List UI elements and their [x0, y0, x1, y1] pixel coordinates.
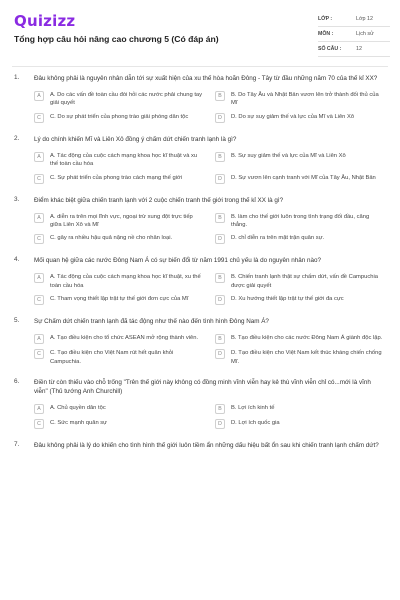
answer-option[interactable]: [34, 334, 205, 344]
question-item: [0, 441, 400, 450]
answer-option[interactable]: [34, 91, 205, 108]
answer-option[interactable]: [215, 91, 386, 108]
option-text: C. Do sự phát triển của phong trào giải phóng dân tộc: [50, 113, 189, 120]
meta-count: [318, 42, 390, 57]
option-text: D. Lợi ích quốc gia: [231, 420, 280, 427]
answer-options: [34, 91, 386, 123]
question-text: Mối quan hệ giữa các nước Đông Nam Á có sự biến đổi từ năm 1991 chủ yếu là do nguyên nhân nào?: [34, 257, 322, 265]
answer-option[interactable]: [34, 234, 205, 244]
option-text: B. Lợi ích kinh tế: [231, 405, 275, 412]
question-item: [0, 378, 400, 429]
answer-option[interactable]: [215, 295, 386, 305]
option-letter-box[interactable]: C: [34, 174, 44, 184]
page-title: Tổng hợp câu hỏi nâng cao chương 5 (Có đáp án): [14, 34, 219, 44]
meta-count-label: SỐ CÂU :: [318, 46, 342, 52]
option-letter-box[interactable]: A: [34, 334, 44, 344]
option-letter-box[interactable]: A: [34, 152, 44, 162]
option-letter-box[interactable]: D: [215, 113, 225, 123]
answer-option[interactable]: [34, 152, 205, 169]
option-letter-box[interactable]: A: [34, 404, 44, 414]
option-letter-box[interactable]: D: [215, 419, 225, 429]
document-header: [0, 0, 400, 66]
option-letter-box[interactable]: C: [34, 419, 44, 429]
option-text: B. làm cho thế giới luôn trong tình trạng đối đầu, căng thẳng.: [231, 213, 370, 229]
question-text: Sự Chấm dứt chiến tranh lạnh đã tác động như thế nào đến tình hình Đông Nam Á?: [34, 318, 269, 326]
answer-option[interactable]: [215, 404, 386, 414]
option-letter-box[interactable]: B: [215, 213, 225, 223]
question-item: [0, 74, 400, 123]
answer-options: [34, 273, 386, 305]
option-text: D. Xu hướng thiết lập trật tự thế giới đa cực: [231, 296, 344, 303]
question-number: 2.: [14, 134, 20, 142]
question-text: Lý do chính khiến Mĩ và Liên Xô đồng ý chấm dứt chiến tranh lạnh là gì?: [34, 135, 237, 143]
option-letter-box[interactable]: B: [215, 273, 225, 283]
option-letter-box[interactable]: B: [215, 404, 225, 414]
question-item: [0, 256, 400, 305]
option-letter-box[interactable]: C: [34, 295, 44, 305]
answer-option[interactable]: [34, 113, 205, 123]
option-letter-box[interactable]: A: [34, 213, 44, 223]
answer-option[interactable]: [34, 295, 205, 305]
option-text: D. Do sự suy giảm thế và lực của Mĩ và Liên Xô: [231, 113, 355, 120]
question-text: Đâu không phải là lý do khiến cho tình hình thế giới luôn tiềm ẩn những dấu hiệu bất ổn sau khi chiến tranh lạnh chấm dứt?: [34, 442, 379, 450]
meta-subject-value: Lịch sử: [356, 31, 374, 37]
option-letter-box[interactable]: D: [215, 174, 225, 184]
meta-class-label: LỚP :: [318, 16, 333, 22]
answer-option[interactable]: [34, 404, 205, 414]
option-text: C. Sự phát triển của phong trào cách mạng thế giới: [50, 174, 183, 181]
option-text: B. Tạo điều kiện cho các nước Đông Nam Á giành độc lập.: [231, 335, 383, 342]
option-text: C. Tạo điều kiện cho Việt Nam rút hết quân khỏi Campuchia.: [50, 350, 174, 365]
answer-option[interactable]: [34, 213, 205, 230]
option-letter-box[interactable]: C: [34, 349, 44, 359]
option-text: A. Do các vấn đề toàn cầu đòi hỏi các nước phải chung tay giải quyết: [50, 92, 203, 107]
option-text: A. Tác động của cuộc cách mạng khoa học kĩ thuật, xu thế toàn cầu hóa: [50, 274, 201, 289]
answer-options: [34, 152, 386, 184]
answer-option[interactable]: [215, 273, 386, 290]
option-text: A. diễn ra trên mọi lĩnh vực, ngoại trừ xung đột trực tiếp giữa Liên Xô và Mĩ: [50, 213, 193, 229]
answer-option[interactable]: [215, 419, 386, 429]
option-text: C. Tham vọng thiết lập trật tự thế giới đơn cực của Mĩ: [50, 296, 189, 303]
meta-class-value: Lớp 12: [356, 16, 374, 22]
option-letter-box[interactable]: D: [215, 349, 225, 359]
answer-options: [34, 404, 386, 429]
question-number: 5.: [14, 317, 20, 325]
answer-options: [34, 213, 386, 245]
question-item: [0, 317, 400, 366]
question-number: 7.: [14, 441, 20, 449]
option-letter-box[interactable]: C: [34, 234, 44, 244]
meta-subject-label: MÔN :: [318, 31, 334, 37]
question-text: Điền từ còn thiếu vào chỗ trống "Trên thế giới này không có đồng minh vĩnh viễn hay kẻ thù vĩnh viễn chỉ có...mới là vĩnh viễn" (Thủ tướng Anh Churchill): [34, 379, 371, 396]
answer-options: [34, 334, 386, 366]
meta-info: [318, 12, 390, 57]
question-number: 6.: [14, 378, 20, 386]
answer-option[interactable]: [215, 152, 386, 169]
option-text: D. Tạo điều kiện cho Việt Nam kết thúc kháng chiến chống Mĩ.: [231, 350, 382, 365]
option-letter-box[interactable]: D: [215, 295, 225, 305]
question-text: Điểm khác biệt giữa chiến tranh lạnh với 2 cuộc chiến tranh thế giới trong thế kỉ XX là gì?: [34, 196, 284, 204]
question-number: 4.: [14, 256, 20, 264]
option-text: A. Tạo điều kiện cho tổ chức ASEAN mở rộng thành viên.: [50, 335, 199, 342]
answer-option[interactable]: [34, 174, 205, 184]
answer-option[interactable]: [215, 113, 386, 123]
question-list: [0, 74, 400, 462]
question-item: [0, 135, 400, 184]
answer-option[interactable]: [34, 349, 205, 366]
meta-subject: [318, 27, 390, 42]
answer-option[interactable]: [215, 349, 386, 366]
option-text: D. chỉ diễn ra trên mặt trận quân sự.: [231, 235, 325, 242]
meta-class: [318, 12, 390, 27]
meta-count-value: 12: [356, 46, 362, 52]
option-letter-box[interactable]: C: [34, 113, 44, 123]
question-number: 1.: [14, 74, 20, 81]
question-number: 3.: [14, 195, 20, 203]
option-text: B. Do Tây Âu và Nhật Bản vươn lên trở thành đối thủ của Mĩ: [231, 92, 379, 107]
question-text: Đâu không phải là nguyên nhân dẫn tới sự xuất hiện của xu thế hòa hoãn Đông - Tây từ đầu những năm 70 của thế kỉ XX?: [34, 75, 378, 82]
option-text: A. Tác động của cuộc cách mạng khoa học kĩ thuật và xu thế toàn cầu hóa: [50, 152, 198, 168]
option-letter-box[interactable]: B: [215, 334, 225, 344]
option-text: B. Sự suy giảm thế và lực của Mĩ và Liên Xô: [231, 152, 346, 159]
option-letter-box[interactable]: D: [215, 234, 225, 244]
option-letter-box[interactable]: A: [34, 91, 44, 101]
answer-option[interactable]: [215, 334, 386, 344]
option-letter-box[interactable]: A: [34, 273, 44, 283]
answer-option[interactable]: [215, 174, 386, 184]
answer-option[interactable]: [215, 234, 386, 244]
option-text: B. Chiến tranh lạnh thật sự chấm dứt, vấn đề Campuchia được giải quyết: [231, 274, 378, 289]
header-divider: [12, 66, 388, 67]
question-item: [0, 196, 400, 245]
option-text: C. gây ra nhiều hậu quả nặng nề cho nhân loại.: [50, 235, 173, 242]
quizizz-logo: Quizizz: [14, 12, 76, 30]
option-text: A. Chủ quyền dân tộc: [50, 405, 106, 412]
option-text: C. Sức mạnh quân sự: [50, 420, 108, 427]
option-letter-box[interactable]: B: [215, 91, 225, 101]
option-text: D. Sự vươn lên cạnh tranh với Mĩ của Tây Âu, Nhật Bản: [231, 174, 376, 181]
option-letter-box[interactable]: B: [215, 152, 225, 162]
answer-option[interactable]: [34, 273, 205, 290]
answer-option[interactable]: [215, 213, 386, 230]
answer-option[interactable]: [34, 419, 205, 429]
